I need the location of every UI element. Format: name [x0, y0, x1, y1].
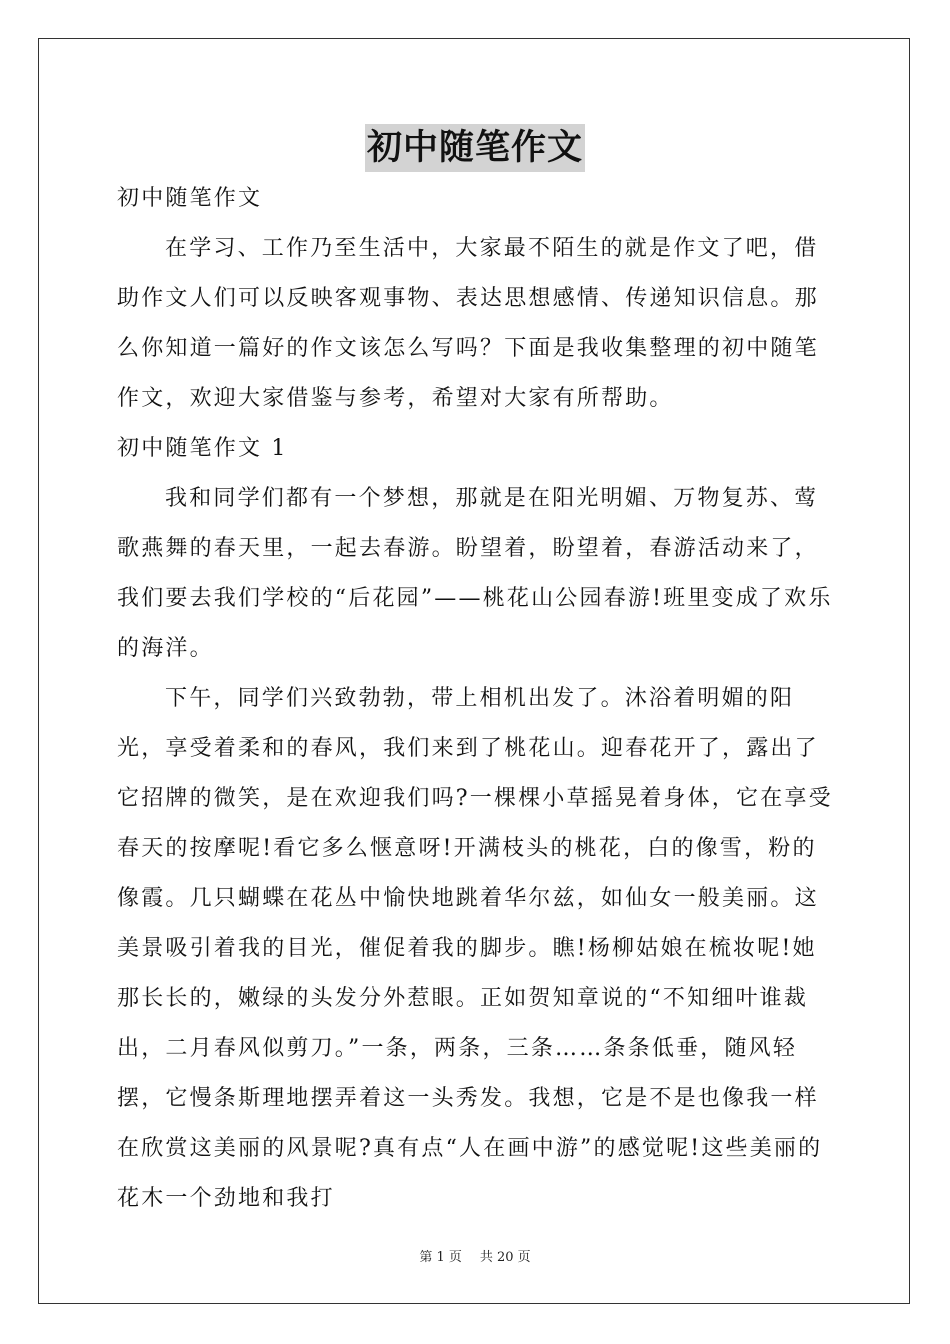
- paragraph-heading-intro: 初中随笔作文: [117, 186, 263, 211]
- paragraph-essay-1-part-2: 下午，同学们兴致勃勃，带上相机出发了。沐浴着明媚的阳光，享受着柔和的春风，我们来到了桃花山。迎春花开了，露出了它招牌的微笑，是在欢迎我们吗?一棵棵小草摇晃着身体，它在享受春天的按摩呢!看它多么惬意呀!开满枝头的桃花，白的像雪，粉的像霞。几只蝴蝶在花丛中愉快地跳着华尔兹，如仙女一般美丽。这美景吸引着我的目光，催促着我的脚步。瞧!杨柳姑娘在梳妆呢!她那长长的，嫩绿的头发分外惹眼。正如贺知章说的“不知细叶谁裁出，二月春风似剪刀。”一条，两条，三条……条条低垂，随风轻摆，它慢条斯理地摆弄着这一头秀发。我想，它是不是也像我一样在欣赏这美丽的风景呢?真有点“人在画中游”的感觉呢!这些美丽的花木一个劲地和我打: [117, 686, 833, 1211]
- paragraph-essay-1-part-1: 我和同学们都有一个梦想，那就是在阳光明媚、万物复苏、莺歌燕舞的春天里，一起去春游。盼望着，盼望着，春游活动来了，我们要去我们学校的“后花园”——桃花山公园春游!班里变成了欢乐的海洋。: [117, 486, 833, 661]
- page-total: 共 20 页: [479, 1250, 531, 1265]
- paragraph-heading-essay-1: 初中随笔作文 1: [117, 436, 288, 461]
- document-title: 初中随笔作文: [365, 124, 585, 172]
- document-body: [117, 174, 837, 1224]
- page-footer: [0, 1246, 950, 1265]
- paragraph-intro: 在学习、工作乃至生活中，大家最不陌生的就是作文了吧，借助作文人们可以反映客观事物、表达思想感情、传递知识信息。那么你知道一篇好的作文该怎么写吗？下面是我收集整理的初中随笔作文，欢迎大家借鉴与参考，希望对大家有所帮助。: [117, 236, 819, 411]
- page-number: 第 1 页: [419, 1250, 462, 1265]
- title-container: [0, 124, 950, 172]
